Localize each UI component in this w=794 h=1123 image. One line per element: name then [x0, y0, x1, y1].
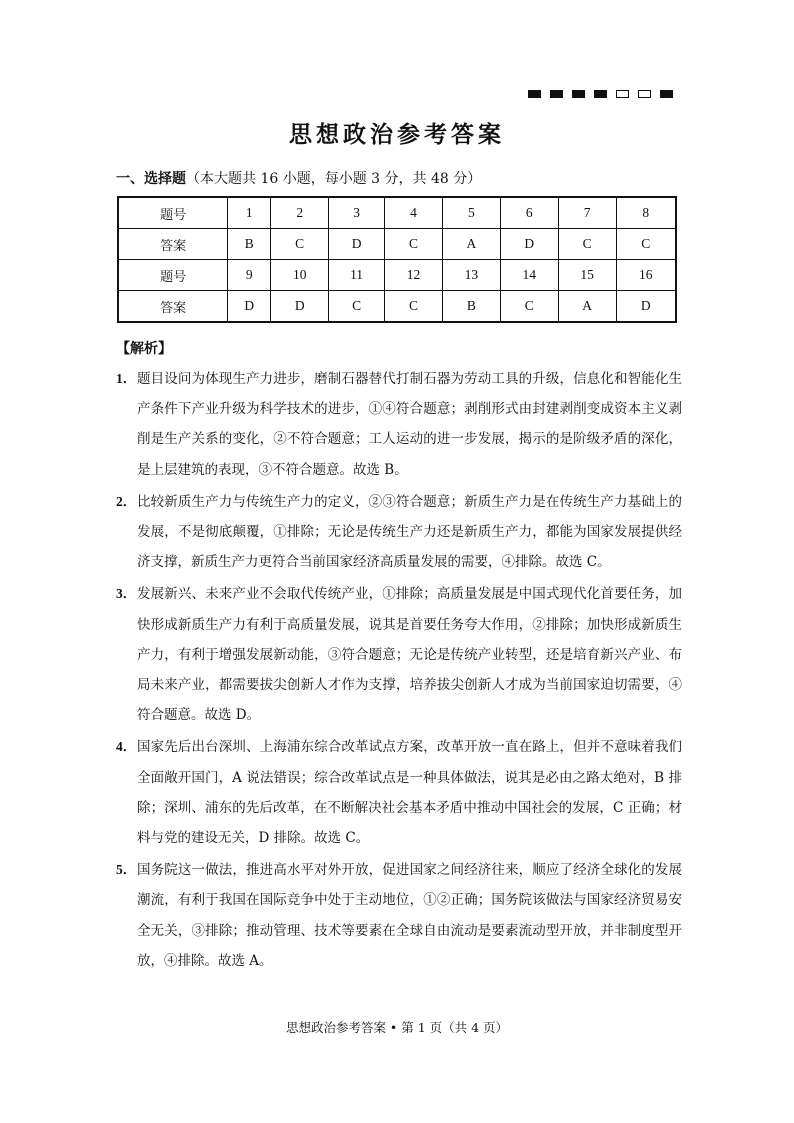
question-number-cell: 2 [271, 197, 329, 229]
analysis-item-number: 3． [116, 586, 137, 602]
answer-cell: C [329, 291, 385, 323]
question-number-cell: 16 [616, 260, 676, 291]
question-number-cell: 3 [329, 197, 385, 229]
question-number-cell: 4 [385, 197, 443, 229]
analysis-item-number: 4． [116, 739, 137, 755]
answer-table [117, 196, 677, 323]
answer-cell: D [500, 229, 558, 260]
answer-cell: D [271, 291, 329, 323]
header-mark [550, 90, 563, 98]
answer-row [118, 229, 676, 260]
answer-cell: C [558, 229, 616, 260]
header-mark [616, 90, 629, 98]
header-mark [572, 90, 585, 98]
answer-cell: C [616, 229, 676, 260]
question-number-cell: 15 [558, 260, 616, 291]
analysis-item [116, 855, 682, 976]
analysis-item-text: 国务院这一做法，推进高水平对外开放，促进国家之间经济往来，顺应了经济全球化的发展潮流，有利于我国在国际竞争中处于主动地位，①②正确；国务院该做法与国家经济贸易安全无关，③排除；推动管理、技术等要素在全球自由流动是要素流动型开放，并非制度型开放，④排除。故选 A。 [137, 862, 682, 969]
answer-cell: C [271, 229, 329, 260]
question-number-cell: 11 [329, 260, 385, 291]
analysis-item [116, 579, 682, 730]
answer-cell: C [385, 291, 443, 323]
question-number-cell: 5 [442, 197, 500, 229]
analysis-list [116, 364, 682, 978]
question-number-cell: 7 [558, 197, 616, 229]
page-footer: 思想政治参考答案 • 第 1 页（共 4 页） [285, 1020, 509, 1035]
header-mark [638, 90, 651, 98]
answer-cell: C [385, 229, 443, 260]
row-label: 答案 [118, 229, 228, 260]
analysis-item-text: 题目设问为体现生产力进步，磨制石器替代打制石器为劳动工具的升级，信息化和智能化生产条件下产业升级为科学技术的进步，①④符合题意；剥削形式由封建剥削变成资本主义剥削是生产关系的变化，②不符合题意；工人运动的进一步发展，揭示的是阶级矛盾的深化，是上层建筑的表现，③不符合题意。故选 B。 [137, 371, 682, 478]
answer-cell: D [228, 291, 271, 323]
question-number-row [118, 197, 676, 229]
analysis-item-text: 国家先后出台深圳、上海浦东综合改革试点方案，改革开放一直在路上，但并不意味着我们全面敞开国门，A 说法错误；综合改革试点是一种具体做法，说其是必由之路太绝对，B 排除；深圳、浦东的先后改革，在不断解决社会基本矛盾中推动中国社会的发展，C 正确；材料与党的建设无关，D 排除。故选 C。 [137, 739, 682, 847]
analysis-item-text: 发展新兴、未来产业不会取代传统产业，①排除；高质量发展是中国式现代化首要任务，加快形成新质生产力有利于高质量发展，说其是首要任务夸大作用，②排除；加快形成新质生产力，有利于增强发展新动能，③符合题意；无论是传统产业转型，还是培育新兴产业、布局未来产业，都需要拔尖创新人才作为支撑，培养拔尖创新人才成为当前国家迫切需要，④符合题意。故选 D。 [137, 586, 682, 724]
question-number-cell: 1 [228, 197, 271, 229]
answer-cell: D [616, 291, 676, 323]
question-number-row [118, 260, 676, 291]
question-number-cell: 12 [385, 260, 443, 291]
section-heading [116, 168, 481, 188]
section-label: 一、选择题 [116, 171, 186, 187]
section-note: （本大题共 16 小题，每小题 3 分，共 48 分） [186, 171, 482, 187]
row-label: 题号 [118, 197, 228, 229]
analysis-item [116, 487, 682, 578]
header-mark [660, 90, 673, 98]
header-mark [594, 90, 607, 98]
row-label: 答案 [118, 291, 228, 323]
answer-cell: A [442, 229, 500, 260]
analysis-item-number: 1． [116, 371, 137, 386]
answer-cell: B [442, 291, 500, 323]
question-number-cell: 10 [271, 260, 329, 291]
answer-cell: D [329, 229, 385, 260]
header-mark [528, 90, 541, 98]
analysis-item-number: 2． [116, 493, 137, 509]
question-number-cell: 6 [500, 197, 558, 229]
analysis-item-text: 比较新质生产力与传统生产力的定义，②③符合题意；新质生产力是在传统生产力基础上的发展，不是彻底颠覆，①排除；无论是传统生产力还是新质生产力，都能为国家发展提供经济支撑，新质生产力更符合当前国家经济高质量发展的需要，④排除。故选 C。 [137, 493, 682, 571]
question-number-cell: 13 [442, 260, 500, 291]
answer-cell: B [228, 229, 271, 260]
analysis-heading: 【解析】 [116, 341, 172, 357]
answer-cell: C [500, 291, 558, 323]
analysis-item [116, 732, 682, 853]
question-number-cell: 14 [500, 260, 558, 291]
row-label: 题号 [118, 260, 228, 291]
analysis-item [116, 364, 682, 485]
question-number-cell: 8 [616, 197, 676, 229]
question-number-cell: 9 [228, 260, 271, 291]
page-title: 思想政治参考答案 [289, 121, 505, 148]
header-marks [528, 90, 682, 100]
answer-row [118, 291, 676, 323]
answer-cell: A [558, 291, 616, 323]
analysis-item-number: 5． [116, 862, 137, 878]
